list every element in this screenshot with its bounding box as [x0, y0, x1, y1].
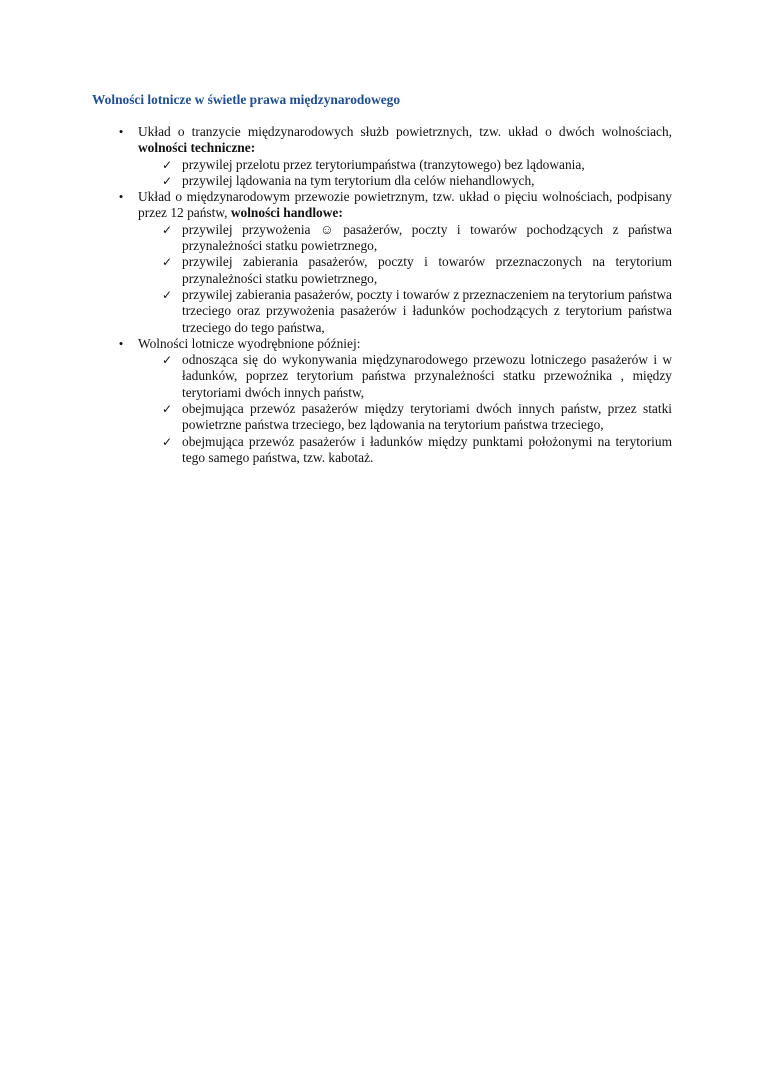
check-list — [138, 157, 672, 190]
page-title: Wolności lotnicze w świetle prawa międzynarodowego — [92, 92, 401, 107]
bold-label: wolności handlowe: — [230, 205, 343, 221]
list-item — [92, 336, 672, 466]
bullet-icon: • — [118, 124, 124, 139]
bullet-icon: • — [118, 335, 124, 351]
check-item: ✓ przywilej zabierania pasażerów, poczty i towarów przeznaczonych na terytorium przynależności statku powietrznego, — [161, 254, 672, 286]
list-item — [92, 189, 672, 336]
check-item: ✓ przywilej lądowania na tym terytorium dla celów niehandlowych, — [161, 172, 535, 188]
section-text: Układ o międzynarodowym przewozie powietrznym, tzw. układ o pięciu wolnościach, podpisany przez 12 państw, wolności handlowe: — [138, 189, 672, 221]
list-item — [92, 124, 672, 189]
check-item: ✓ przywilej przywożenia ☺ pasażerów, poczty i towarów pochodzących z państwa przynależności statku powietrznego, — [161, 221, 672, 254]
check-icon: ✓ — [161, 173, 173, 188]
check-item: ✓ odnosząca się do wykonywania międzynarodowego przewozu lotniczego pasażerów i w ładunków, poprzez terytorium państwa przynależności statku przewoźnika , między terytoriami dwóch innych państw, — [161, 352, 672, 400]
check-item: ✓ obejmująca przewóz pasażerów i ładunków między punktami położonymi na terytorium tego samego państwa, tzw. kabotaż. — [161, 433, 672, 465]
bold-label: wolności techniczne: — [138, 140, 256, 156]
bullet-icon: • — [118, 189, 124, 205]
section-text: Wolności lotnicze wyodrębnione później: — [138, 335, 361, 351]
check-item: ✓ przywilej przelotu przez terytoriumpaństwa (tranzytowego) bez lądowania, — [161, 156, 585, 172]
check-icon: ✓ — [161, 434, 173, 449]
check-icon: ✓ — [161, 157, 173, 172]
check-icon: ✓ — [161, 402, 173, 417]
check-list — [138, 222, 672, 336]
check-icon: ✓ — [161, 353, 173, 368]
document-body — [92, 124, 672, 466]
check-item: ✓ przywilej zabierania pasażerów, poczty i towarów z przeznaczeniem na terytorium państwa trzeciego oraz przywożenia pasażerów i ładunków pochodzących z terytorium państwa trzeciego do tego państwa, — [161, 286, 672, 335]
check-icon: ✓ — [161, 287, 173, 302]
check-list — [138, 352, 672, 466]
check-icon: ✓ — [161, 222, 173, 237]
section-text: Układ o tranzycie międzynarodowych służb powietrznych, tzw. układ o dwóch wolnościach, wolności techniczne: — [138, 124, 672, 156]
check-item: ✓ obejmująca przewóz pasażerów między terytoriami dwóch innych państw, przez statki powietrzne państwa trzeciego, bez lądowania na terytorium państwa trzeciego, — [161, 401, 672, 433]
check-icon: ✓ — [161, 255, 173, 270]
